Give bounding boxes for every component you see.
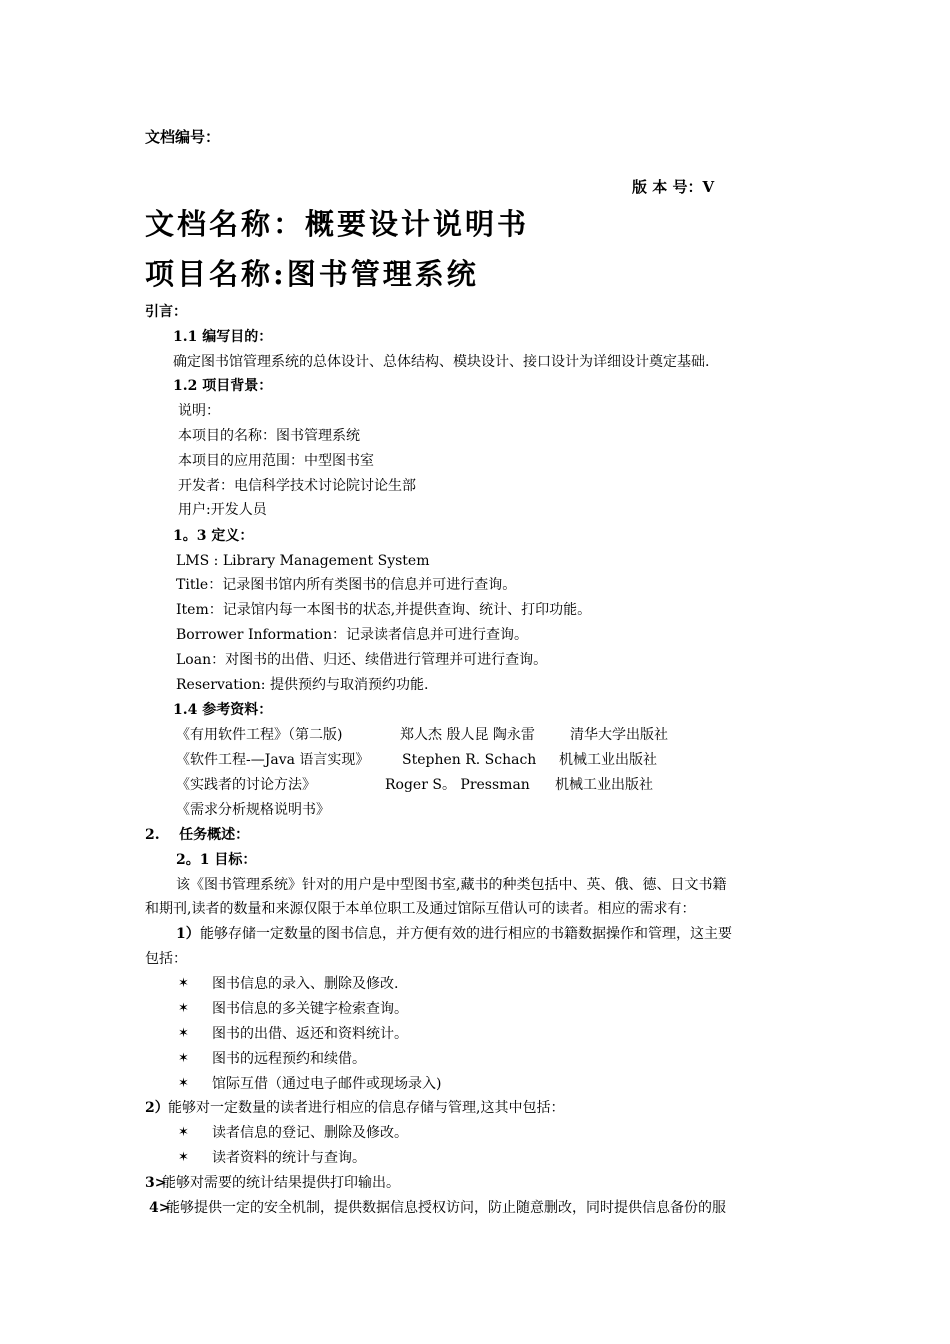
reference-publisher: 机械工业出版社 [559, 752, 657, 768]
definition-line: LMS : Library Management System [176, 553, 430, 569]
list-item: 图书信息的多关键字检索查询。 [212, 1001, 408, 1017]
project-name-title: 项目名称:图书管理系统 [145, 257, 479, 291]
list-item: 馆际互借（通过电子邮件或现场录入) [212, 1076, 442, 1092]
version-label: 版 本 号：V [632, 178, 715, 196]
section-1-4-heading: 1.4 参考资料： [173, 702, 273, 718]
definition-line: Loan：对图书的出借、归还、续借进行管理并可进行查询。 [176, 652, 548, 668]
requirement-number: 3> [145, 1175, 167, 1191]
reference-title: 《需求分析规格说明书》 [176, 802, 330, 818]
section-1-1-heading: 1.1 编写目的： [173, 329, 273, 345]
reference-author: Stephen R. Schach [402, 752, 537, 768]
background-line: 本项目的应用范围：中型图书室 [178, 453, 374, 469]
bullet-star-icon: ✶ [178, 1125, 189, 1140]
bullet-star-icon: ✶ [178, 976, 189, 991]
bullet-star-icon: ✶ [178, 1051, 189, 1066]
section-1-3-heading: 1。3 定义： [173, 528, 254, 544]
list-item: 图书的出借、返还和资料统计。 [212, 1026, 408, 1042]
definition-line: Title：记录图书馆内所有类图书的信息并可进行查询。 [176, 577, 517, 593]
requirement-text: 能够对一定数量的读者进行相应的信息存储与管理,这其中包括： [168, 1100, 565, 1116]
background-line: 本项目的名称：图书管理系统 [178, 428, 360, 444]
reference-author: 郑人杰 殷人昆 陶永雷 [400, 727, 535, 743]
section-1-1-text: 确定图书馆管理系统的总体设计、总体结构、模块设计、接口设计为详细设计奠定基础. [173, 354, 710, 370]
reference-title: 《软件工程-—Java 语言实现》 [176, 752, 370, 768]
requirement-number: 2） [145, 1100, 169, 1116]
bullet-star-icon: ✶ [178, 1026, 189, 1041]
section-2-1-heading: 2。1 目标： [176, 852, 257, 868]
reference-title: 《实践者的讨论方法》 [176, 777, 316, 793]
doc-number-label: 文档编号： [145, 128, 221, 146]
bullet-star-icon: ✶ [178, 1076, 189, 1091]
bullet-star-icon: ✶ [178, 1150, 189, 1165]
list-item: 图书的远程预约和续借。 [212, 1051, 366, 1067]
reference-publisher: 清华大学出版社 [570, 727, 668, 743]
list-item: 读者信息的登记、删除及修改。 [212, 1125, 408, 1141]
requirement-number: 1） [176, 926, 200, 942]
requirement-number: 4> [149, 1200, 171, 1216]
reference-title: 《有用软件工程》（第二版) [176, 727, 343, 743]
bullet-star-icon: ✶ [178, 1001, 189, 1016]
doc-name-title: 文档名称：概要设计说明书 [145, 207, 530, 241]
background-line: 说明： [178, 403, 220, 419]
requirement-text: 能够对需要的统计结果提供打印输出。 [162, 1175, 400, 1191]
reference-publisher: 机械工业出版社 [555, 777, 653, 793]
list-item: 图书信息的录入、删除及修改. [212, 976, 399, 992]
requirement-text: 能够存储一定数量的图书信息，并方便有效的进行相应的书籍数据操作和管理，这主要 [200, 926, 732, 942]
background-line: 用户:开发人员 [178, 502, 267, 518]
requirement-text: 能够提供一定的安全机制，提供数据信息授权访问，防止随意删改，同时提供信息备份的服 [166, 1200, 726, 1216]
intro-heading: 引言： [145, 304, 187, 320]
background-line: 开发者：电信科学技术讨论院讨论生部 [178, 478, 416, 494]
requirement-text: 包括： [145, 951, 187, 967]
definition-line: Borrower Information：记录读者信息并可进行查询。 [176, 627, 528, 643]
definition-line: Reservation: 提供预约与取消预约功能. [176, 677, 429, 693]
definition-line: Item：记录馆内每一本图书的状态,并提供查询、统计、打印功能。 [176, 602, 592, 618]
reference-author: Roger S。 Pressman [385, 777, 530, 793]
section-1-2-heading: 1.2 项目背景： [173, 378, 273, 394]
goal-paragraph-line: 该《图书管理系统》针对的用户是中型图书室,藏书的种类包括中、英、俄、德、日文书籍 [176, 877, 727, 893]
goal-paragraph-line: 和期刊,读者的数量和来源仅限于本单位职工及通过馆际互借认可的读者。相应的需求有： [145, 901, 696, 917]
section-2-heading: 2. 任务概述： [145, 827, 250, 843]
list-item: 读者资料的统计与查询。 [212, 1150, 366, 1166]
